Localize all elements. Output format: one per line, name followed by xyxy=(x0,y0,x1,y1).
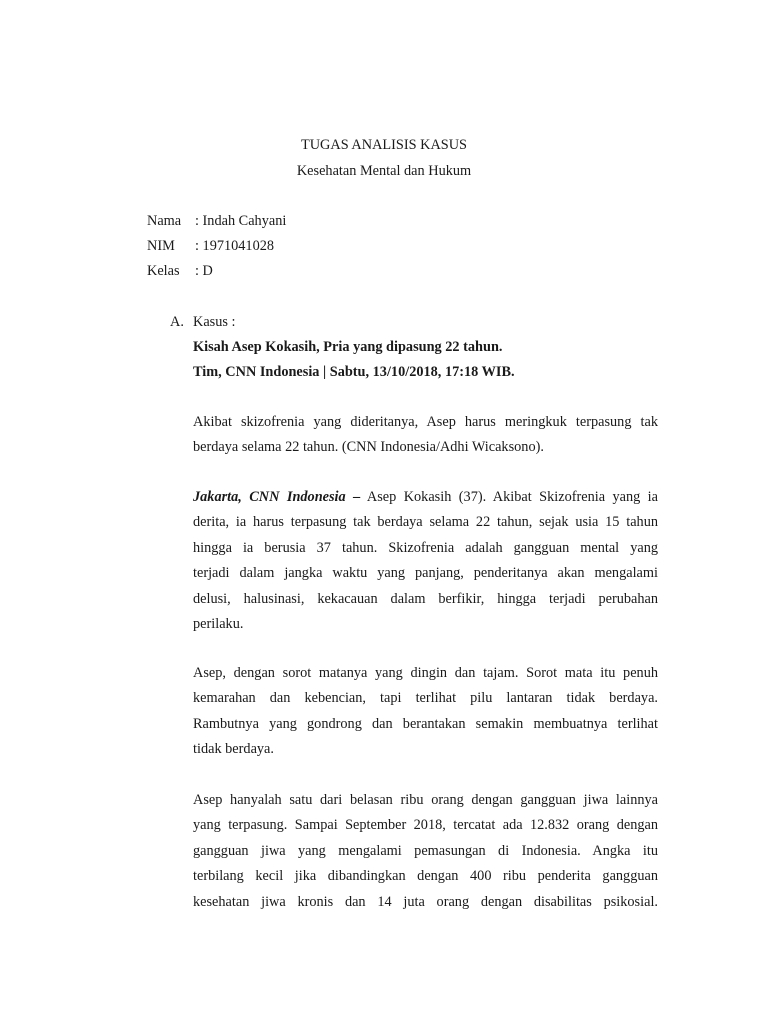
document-title: TUGAS ANALISIS KASUS xyxy=(300,137,468,153)
article-byline: Tim, CNN Indonesia | Sabtu, 13/10/2018, 17:18 WIB. xyxy=(193,364,515,380)
caption-line: Akibat skizofrenia yang dideritanya, Asep harus meringkuk terpasung tak xyxy=(193,414,658,430)
document-subtitle: Kesehatan Mental dan Hukum xyxy=(296,163,472,179)
identity-kelas-row xyxy=(147,263,213,280)
paragraph-line: derita, ia harus terpasung tak berdaya selama 22 tahun, sejak usia 15 tahun xyxy=(193,514,658,531)
paragraph-line: terjadi dalam jangka waktu yang panjang, penderitanya akan mengalami xyxy=(193,565,658,582)
paragraph-line: tidak berdaya. xyxy=(193,741,274,758)
kelas-value: : D xyxy=(195,263,213,279)
paragraph-line: Asep hanyalah satu dari belasan ribu orang dengan gangguan jiwa lainnya xyxy=(193,792,658,808)
paragraph-line: terbilang kecil jika dibandingkan dengan 400 ribu penderita gangguan xyxy=(193,868,658,885)
name-value: : Indah Cahyani xyxy=(195,213,287,229)
paragraph-2 xyxy=(193,661,658,763)
photo-caption xyxy=(193,410,658,461)
article-title: Kisah Asep Kokasih, Pria yang dipasung 22 tahun. xyxy=(193,339,503,355)
paragraph-line: Asep, dengan sorot matanya yang dingin dan tajam. Sorot mata itu penuh xyxy=(193,665,658,681)
paragraph-line: delusi, halusinasi, kekacauan dalam berfikir, hingga terjadi perubahan xyxy=(193,590,658,607)
section-heading: Kasus : xyxy=(193,314,236,330)
paragraph-line: kemarahan dan kebencian, tapi terlihat pilu lantaran tidak berdaya. xyxy=(193,690,658,707)
kelas-label: Kelas xyxy=(147,263,180,279)
paragraph-line: yang terpasung. Sampai September 2018, tercatat ada 12.832 orang dengan xyxy=(193,817,658,834)
section-marker: A. xyxy=(170,314,184,330)
nim-label: NIM xyxy=(147,238,175,254)
paragraph-line: Rambutnya yang gondrong dan berantakan semakin membuatnya terlihat xyxy=(193,715,658,732)
paragraph-line: gangguan jiwa yang mengalami pemasungan di Indonesia. Angka itu xyxy=(193,842,658,859)
paragraph-3 xyxy=(193,788,658,915)
caption-line: berdaya selama 22 tahun. (CNN Indonesia/Adhi Wicaksono). xyxy=(193,439,544,456)
name-label: Nama xyxy=(147,213,182,229)
paragraph-line: hingga ia berusia 37 tahun. Skizofrenia adalah gangguan mental yang xyxy=(193,539,658,556)
paragraph-line: perilaku. xyxy=(193,615,244,632)
identity-nim-row xyxy=(147,238,274,255)
paragraph-line: kesehatan jiwa kronis dan 14 juta orang dengan disabilitas psikosial. xyxy=(193,893,658,910)
identity-name-row xyxy=(147,213,286,230)
dateline: Jakarta, CNN Indonesia – xyxy=(193,489,361,505)
paragraph-1 xyxy=(193,485,658,637)
nim-value: : 1971041028 xyxy=(195,238,275,254)
paragraph-line: Jakarta, CNN Indonesia – Asep Kokasih (37). Akibat Skizofrenia yang ia xyxy=(193,489,659,505)
